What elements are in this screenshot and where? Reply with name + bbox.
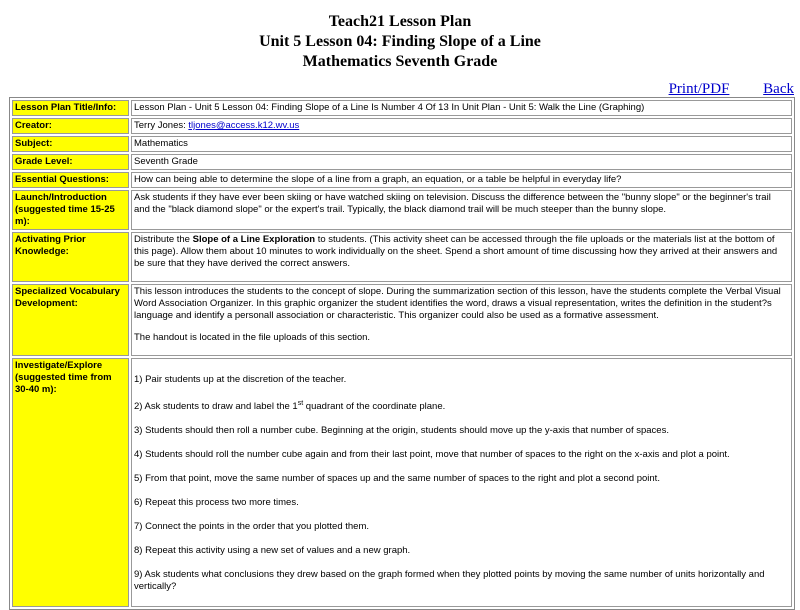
label-activating: Activating Prior Knowledge: — [12, 232, 129, 282]
page-header — [0, 0, 800, 72]
back-link[interactable]: Back — [763, 81, 794, 97]
value-launch — [131, 190, 792, 230]
creator-email-link[interactable]: tljones@access.k12.wv.us — [188, 120, 300, 131]
label-launch: Launch/Introduction (suggested time 15-25 m): — [12, 190, 129, 230]
label-title: Lesson Plan Title/Info: — [12, 100, 129, 116]
value-title: Lesson Plan - Unit 5 Lesson 04: Finding Slope of a Line Is Number 4 Of 13 In Unit Plan - Unit 5: Walk the Line (Graphing) — [131, 100, 792, 116]
row-investigate — [12, 358, 792, 607]
header-line-3: Mathematics Seventh Grade — [302, 53, 498, 70]
step-1: 1) Pair students up at the discretion of the teacher. — [134, 374, 347, 385]
row-subject — [12, 136, 792, 152]
vocab-p1: This lesson introduces the students to the concept of slope. During the summarization section of this lesson, have the students complete the Verbal Visual Word Association Organizer. In this graphic organizer the student identifies the word, draws a visual representation, writes the definition in the student?s language and identify a personall association or characteristic. This organizer could also be used as a formative assessment. — [134, 286, 781, 321]
value-essential: How can being able to determine the slope of a line from a graph, an equation, or a table be helpful in everyday life? — [131, 172, 792, 188]
print-pdf-link[interactable]: Print/PDF — [668, 81, 730, 97]
row-activating — [12, 232, 792, 282]
activating-bold: Slope of a Line Exploration — [192, 234, 316, 245]
row-vocab — [12, 284, 792, 356]
header-line-1: Teach21 Lesson Plan — [328, 13, 472, 30]
vocab-p2: The handout is located in the file uploads of this section. — [134, 332, 371, 343]
label-grade: Grade Level: — [12, 154, 129, 170]
value-activating — [131, 232, 792, 282]
row-title — [12, 100, 792, 116]
step-8: 8) Repeat this activity using a new set of values and a new graph. — [134, 545, 411, 557]
row-grade — [12, 154, 792, 170]
label-essential: Essential Questions: — [12, 172, 129, 188]
row-launch — [12, 190, 792, 230]
value-grade: Seventh Grade — [131, 154, 792, 170]
step-4: 4) Students should roll the number cube again and from their last point, move that number of spaces to the right on the x-axis and plot a point. — [134, 449, 730, 461]
top-links — [639, 81, 794, 98]
creator-name: Terry Jones: — [134, 120, 189, 131]
value-investigate — [131, 358, 792, 607]
step-3: 3) Students should then roll a number cube. Beginning at the origin, students should move up the y-axis that number of spaces. — [134, 425, 669, 437]
launch-text: Ask students if they have ever been skiing or have watched skiing on television. Discuss the difference between the "bunny slope" or the beginner's trail and the "black diamond slope" or the expert's trail. Typically, the black diamond trail will be much steeper than the bunny slope. — [134, 192, 771, 215]
step-6: 6) Repeat this process two more times. — [134, 497, 299, 509]
step-9: 9) Ask students what conclusions they drew based on the graph formed when they plotted points by moving the same number of units horizontally and vertically? — [134, 569, 765, 593]
activating-pre: Distribute the — [134, 234, 193, 245]
step-5: 5) From that point, move the same number of spaces up and the same number of spaces to the right and plot a second point. — [134, 473, 660, 485]
row-essential — [12, 172, 792, 188]
activating-post: to students. (This activity sheet can be accessed through the file uploads or the materials list at the bottom of this page). Allow them about 10 minutes to work individually on the sheet. Spend a short amount of time discussing how they arrived at their answers and be sure that they have derived the correct answers. — [134, 234, 778, 269]
value-vocab — [131, 284, 792, 356]
header-line-2: Unit 5 Lesson 04: Finding Slope of a Line — [259, 33, 541, 50]
value-creator — [131, 118, 792, 134]
step-2: 2) Ask students to draw and label the 1st quadrant of the coordinate plane. — [134, 400, 446, 413]
value-subject: Mathematics — [131, 136, 792, 152]
step-7: 7) Connect the points in the order that you plotted them. — [134, 521, 370, 533]
label-vocab: Specialized Vocabulary Development: — [12, 284, 129, 356]
label-creator: Creator: — [12, 118, 129, 134]
label-investigate: Investigate/Explore (suggested time from 30-40 m): — [12, 358, 129, 607]
lesson-plan-table — [9, 97, 795, 610]
label-subject: Subject: — [12, 136, 129, 152]
row-creator — [12, 118, 792, 134]
